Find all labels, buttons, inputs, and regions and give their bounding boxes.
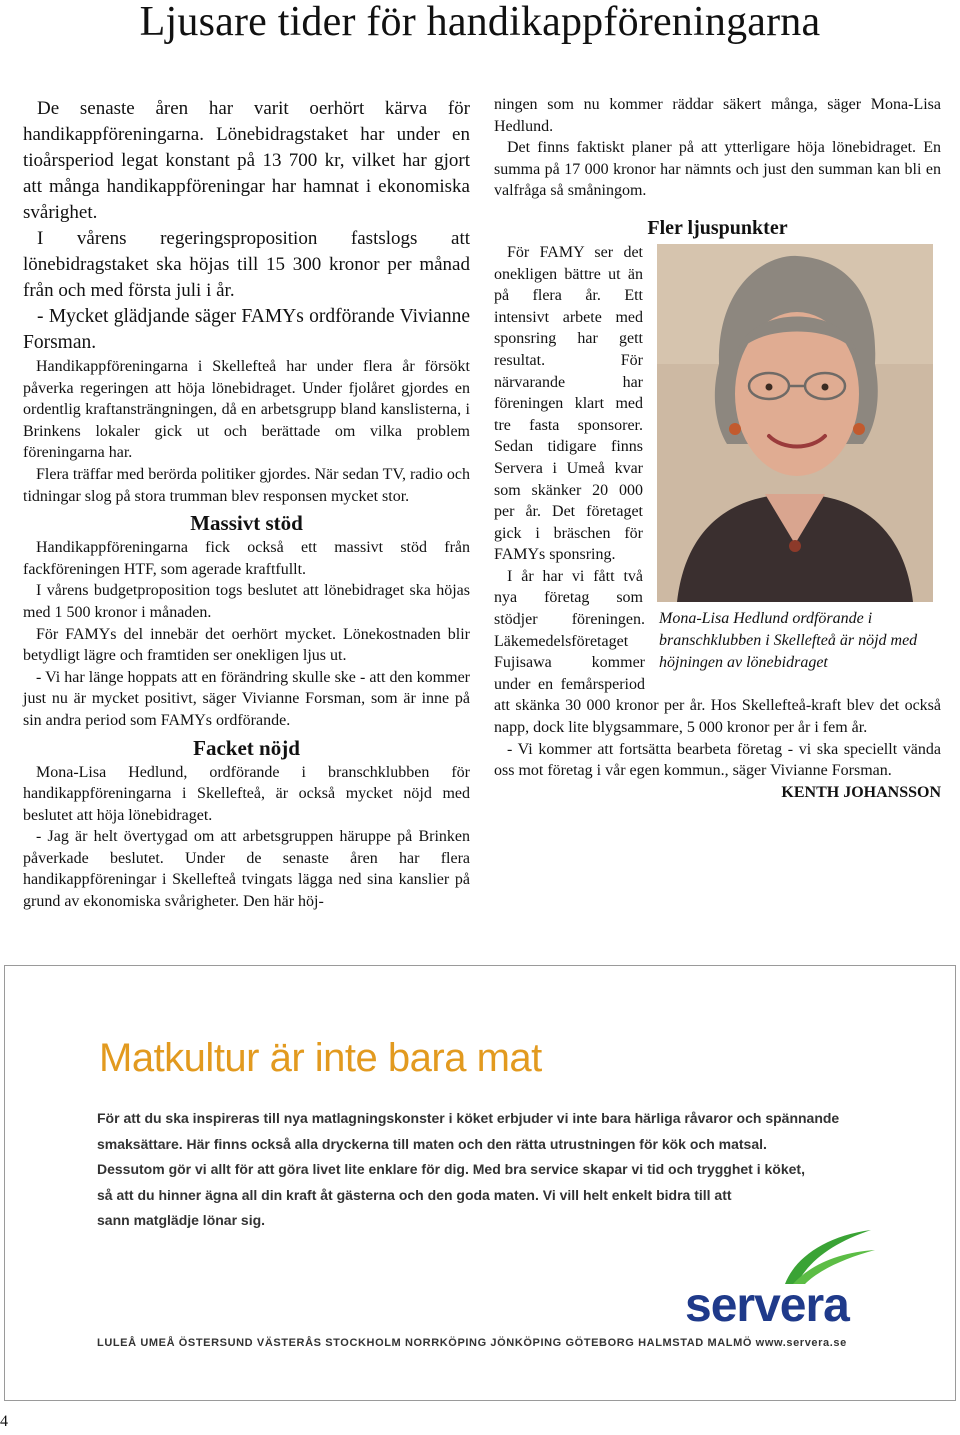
body-paragraph: Mona-Lisa Hedlund, ordförande i branschklubben för handikappföreningarna i Skellefteå, är också mycket nöjd med beslutet att höja lönebidraget. [23, 763, 470, 824]
lead-paragraph: I vårens regeringsproposition fastslogs att lönebidragstaket ska höjas till 15 300 kronor per månad från och med första juli i år. [23, 228, 470, 301]
subheading-facket-nojd: Facket nöjd [193, 735, 300, 760]
body-paragraph: Handikappföreningarna i Skellefteå har under flera år försökt påverka regeringen att höja lönebidraget. Under fjolåret gjordes en ordentlig kraftansträngningen, då en arbetsgrupp bland kanslisterna, i Brinkens lokaler gick ut och berättade om vilka problem föreningarna har. [23, 358, 470, 462]
portrait-image [657, 244, 933, 602]
ad-cities-line: LULEÅ UMEÅ ÖSTERSUND VÄSTERÅS STOCKHOLM NORRKÖPING JÖNKÖPING GÖTEBORG HALMSTAD MALMÖ www.servera.se [97, 1337, 847, 1349]
body-paragraph: Det finns faktiskt planer på att ytterligare höja lönebidraget. En summa på 17 000 kronor har nämnts och just den summan kan bli en valfråga så småningom. [494, 139, 941, 200]
article-right-column [494, 94, 941, 803]
ad-body-line: smaksättare. Här finns också alla dryckerna till maten och den rätta utrustningen för kök och matsal. [97, 1135, 767, 1152]
servera-advertisement [4, 965, 956, 1401]
body-paragraph: - Vi kommer att fortsätta bearbeta företag - vi ska speciellt vända oss mot företag i vår egen kommun., säger Vivianne Forsman. [494, 740, 941, 780]
subheading-massivt-stod: Massivt stöd [190, 511, 303, 536]
portrait-photo [657, 244, 933, 602]
ad-title: Matkultur är inte bara mat [99, 1036, 542, 1080]
logo-wordmark: servera [685, 1279, 849, 1332]
body-paragraph: ningen som nu kommer räddar säkert många, säger Mona-Lisa Hedlund. [494, 96, 941, 135]
body-paragraph: För FAMY ser det onekligen bättre ut än på flera år. Ett intensivt arbete med sponsring har gett resultat. För närvarande har föreningen klart med tre fasta sponsorer. Sedan tidigare finns Servera i Umeå kvar som skänker 20 000 per år. Det företaget gick i bräschen för FAMYs sponsring. [494, 243, 643, 564]
headline: Ljusare tider för handikappföreningarna [139, 0, 821, 45]
page-number: 4 [0, 1413, 8, 1430]
body-paragraph: Flera träffar med berörda politiker gjordes. När sedan TV, radio och tidningar slog på stora trumman blev responsen mycket stor. [23, 465, 470, 505]
byline: KENTH JOHANSSON [781, 783, 941, 801]
ad-body-line: För att du ska inspireras till nya matlagningskonster i köket erbjuder vi inte bara härliga råvaror och spännande [97, 1110, 840, 1126]
body-paragraph: I vårens budgetproposition togs beslutet att lönebidraget ska höjas med 1 500 kronor i månaden. [23, 582, 470, 621]
photo-caption: Mona-Lisa Hedlund ordförande i branschklubben i Skellefteå är nöjd med höjningen av lönebidraget [659, 609, 918, 671]
lead-section [23, 96, 470, 356]
body-paragraph: Handikappföreningarna fick också ett massivt stöd från fackföreningen HTF, som agerade kraftfullt. [23, 539, 470, 578]
body-paragraph: - Jag är helt övertygad om att arbetsgruppen häruppe på Brinken påverkade beslutet. Under de senaste åren har flera handikappföreningar i Skellefteå tvingats lägga ned sina kanslier på grund av ekonomiska svårigheter. Den här höj- [23, 828, 470, 911]
body-paragraph: För FAMYs del innebär det oerhört mycket. Lönekostnaden blir betydligt lägre och framtiden ser onekligen ljus ut. [23, 625, 470, 665]
subheading-fler-ljuspunkter: Fler ljuspunkter [647, 216, 788, 239]
ad-body [97, 1106, 840, 1234]
lead-paragraph: De senaste åren har varit oerhört kärva för handikappföreningarna. Lönebidragstaket har under en tioårsperiod legat konstant på 13 700 kr, vilket har gjort att många handikappföreningar har hamnat i ekonomiska svårighet. [23, 98, 470, 223]
body-paragraph: - Vi har länge hoppats att en förändring skulle ske - att den kommer just nu är mycket positivt, säger Vivianne Forsman, som är inne på sin andra period som FAMYs ordförande. [23, 668, 470, 729]
ad-body-line: sann matglädje lönar sig. [97, 1212, 266, 1228]
quote-paragraph: - Mycket glädjande säger FAMYs ordförande Vivianne Forsman. [23, 306, 470, 353]
article-left-column [23, 96, 470, 913]
ad-body-line: Dessutom gör vi allt för att göra livet lite enklare för dig. Med bra service skapar vi tid och trygghet i köket, [97, 1161, 805, 1177]
ad-body-line: så att du hinner ägna all din kraft åt gästerna och den goda maten. Vi vill helt enkelt bidra till att [97, 1186, 732, 1203]
servera-logo [685, 1238, 881, 1348]
body-paragraph: I år har vi fått två nya företag som stödjer föreningen. Läkemedelsföretaget Fujisawa kommer under en femårsperiod att skänka 30 000 kronor per år. Hos Skellefteå-kraft blev det också napp, dock lite blygsammare, 5 000 kronor per år i fem år. [494, 567, 941, 737]
